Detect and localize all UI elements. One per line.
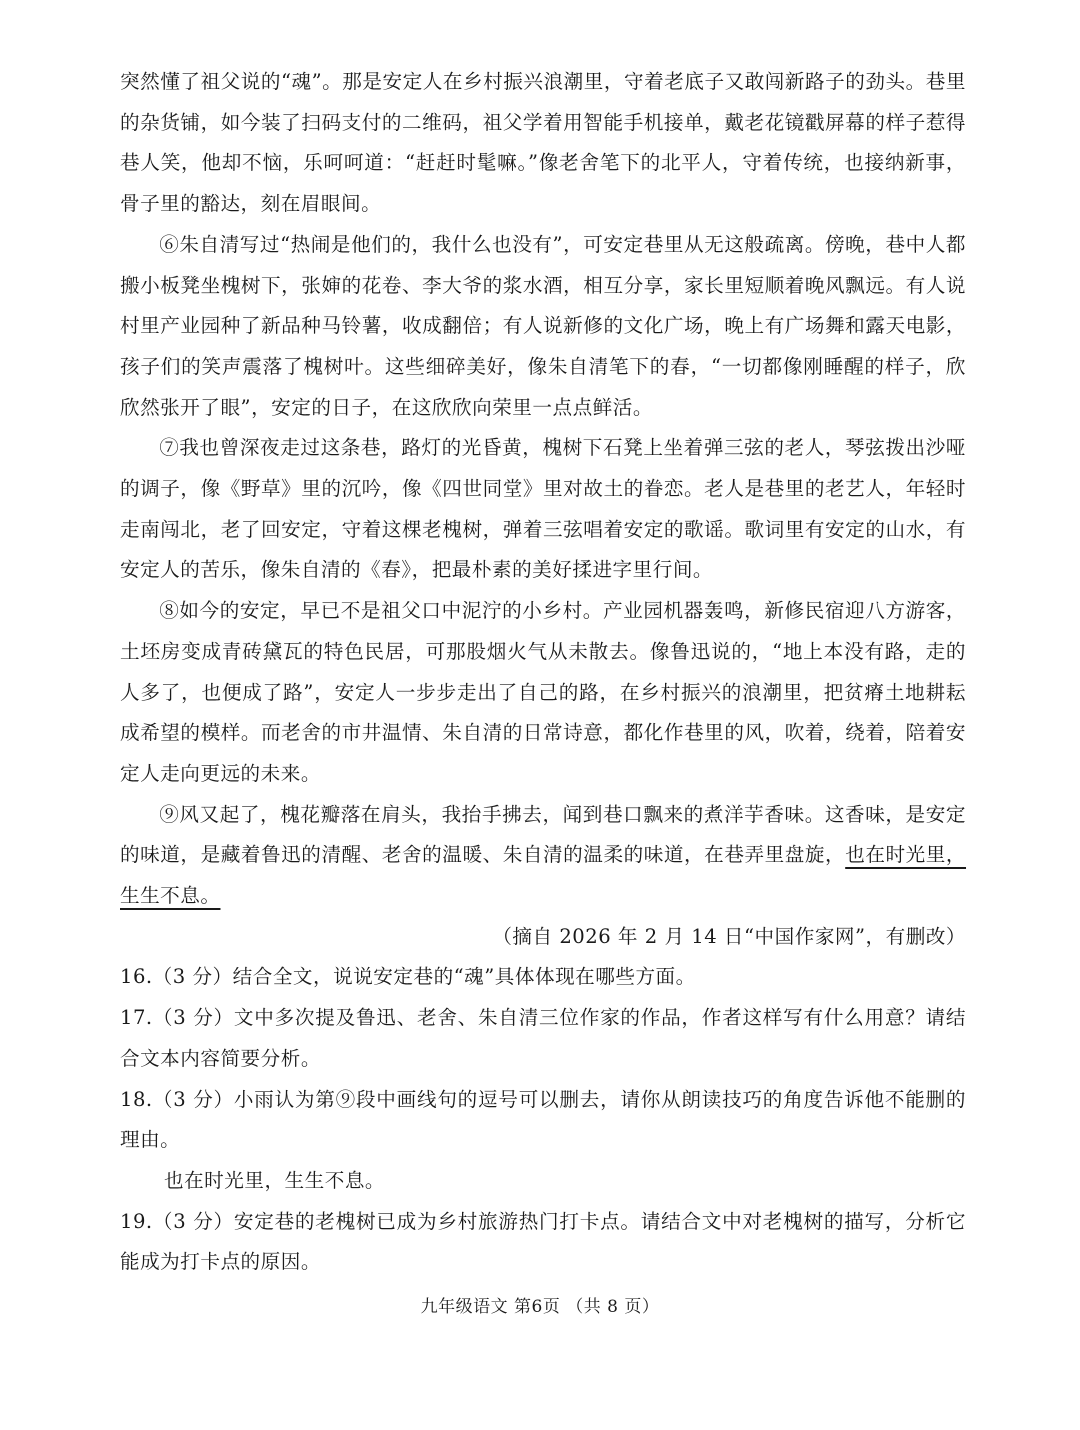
paragraph-9	[120, 795, 966, 917]
paragraph-7: ⑦我也曾深夜走过这条巷，路灯的光昏黄，槐树下石凳上坐着弹三弦的老人，琴弦拨出沙哑的调子，像《野草》里的沉吟，像《四世同堂》里对故土的眷恋。老人是巷里的老艺人，年轻时走南闯北，老了回安定，守着这棵老槐树，弹着三弦唱着安定的歌谣。歌词里有安定的山水，有安定人的苦乐，像朱自清的《春》，把最朴素的美好揉进字里行间。	[120, 436, 966, 582]
paragraph-9-text: ⑨风又起了，槐花瓣落在肩头，我抬手拂去，闻到巷口飘来的煮洋芋香味。这香味，是安定的味道，是藏着鲁迅的清醒、老舍的温暖、朱自清的温柔的味道，在巷弄里盘旋，	[120, 802, 966, 867]
source-citation: （摘自 2026 年 2 月 14 日“中国作家网”，有删改）	[492, 924, 966, 948]
question-18-quoted-sentence: 也在时光里，生生不息。	[164, 1168, 386, 1192]
question-16: 16.（3 分）结合全文，说说安定巷的“魂”具体体现在哪些方面。	[120, 965, 696, 989]
paragraph-5-continued: 突然懂了祖父说的“魂”。那是安定人在乡村振兴浪潮里，守着老底子又敢闯新路子的劲头。巷里的杂货铺，如今装了扫码支付的二维码，祖父学着用智能手机接单，戴老花镜戳屏幕的样子惹得巷人笑，他却不恼，乐呵呵道：“赶赶时髦嘛。”像老舍笔下的北平人，守着传统，也接纳新事，骨子里的豁达，刻在眉眼间。	[120, 70, 966, 216]
paragraph-6: ⑥朱自清写过“热闹是他们的，我什么也没有”，可安定巷里从无这般疏离。傍晚，巷中人都搬小板凳坐槐树下，张婶的花卷、李大爷的浆水酒，相互分享，家长里短顺着晚风飘远。有人说村里产业园种了新品种马铃薯，收成翻倍；有人说新修的文化广场，晚上有广场舞和露天电影，孩子们的笑声震落了槐树叶。这些细碎美好，像朱自清笔下的春，“一切都像刚睡醒的样子，欣欣然张开了眼”，安定的日子，在这欣欣向荣里一点点鲜活。	[120, 232, 966, 419]
question-19: 19.（3 分）安定巷的老槐树已成为乡村旅游热门打卡点。请结合文中对老槐树的描写，分析它能成为打卡点的原因。	[120, 1209, 966, 1274]
underlined-sentence: 也在时光里，生生不息。	[120, 843, 967, 908]
question-18: 18.（3 分）小雨认为第⑨段中画线句的逗号可以删去，请你从朗读技巧的角度告诉他不能删的理由。	[120, 1087, 966, 1152]
reading-passage	[120, 62, 966, 1283]
paragraph-8: ⑧如今的安定，早已不是祖父口中泥泞的小乡村。产业园机器轰鸣，新修民宿迎八方游客，土坯房变成青砖黛瓦的特色民居，可那股烟火气从未散去。像鲁迅说的，“地上本没有路，走的人多了，也便成了路”，安定人一步步走出了自己的路，在乡村振兴的浪潮里，把贫瘠土地耕耘成希望的模样。而老舍的市井温情、朱自清的日常诗意，都化作巷里的风，吹着，绕着，陪着安定人走向更远的未来。	[120, 599, 966, 785]
question-17: 17.（3 分）文中多次提及鲁迅、老舍、朱自清三位作家的作品，作者这样写有什么用意？请结合文本内容简要分析。	[120, 1006, 966, 1070]
page-footer: 九年级语文 第6页 （共 8 页）	[420, 1297, 660, 1317]
